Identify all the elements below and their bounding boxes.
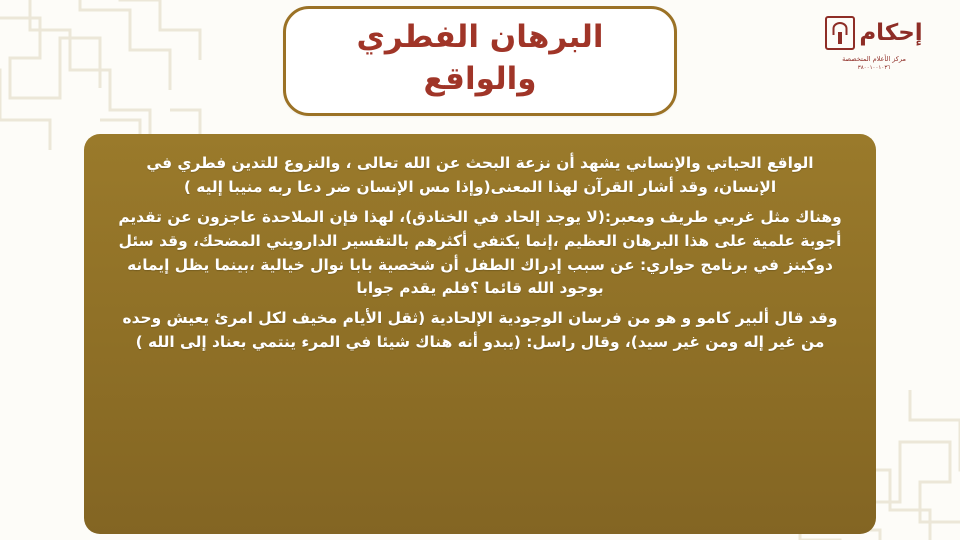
body-paragraph-1: الواقع الحياتي والإنساني يشهد أن نزعة البحث عن الله تعالى ، والنزوع للتدين فطري في الإنسان، وقد أشار القرآن لهذا المعنى(وإذا مس الإنسان ضر دعا ربه منيبا إليه ) (146, 154, 814, 196)
institute-building-icon (825, 16, 855, 50)
slide-title-line-2: والواقع (423, 60, 537, 97)
slide-title-line-1: البرهان الفطري (356, 19, 604, 55)
slide-title-card (283, 6, 677, 116)
body-paragraph-3: وقد قال ألبير كامو و هو من فرسان الوجودية الإلحادية (ثقل الأيام مخيف لكل امرئ يعيش وحده من غير إله ومن غير سيد)، وقال راسل: (يبدو أنه هناك شيئا في المرء ينتمي بعناد إلى الله ) (122, 309, 838, 352)
brand-logo (810, 16, 938, 94)
logo-subtitle: مركز الأعلام المتخصصة (842, 55, 906, 63)
logo-wordmark: إحكام (859, 19, 923, 46)
logo-top-row (810, 16, 938, 50)
logo-subtitle-secondary: ٣٨٠٠١٠٠١٠٣٦ (857, 65, 891, 71)
decorative-pattern-top-left (0, 0, 230, 150)
slide-body-panel (84, 134, 876, 534)
body-paragraph-2: وهناك مثل غربي طريف ومعبر:(لا يوجد إلحاد في الخنادق)، لهذا فإن الملاحدة عاجزون عن تقديم أجوبة علمية على هذا البرهان العظيم ،إنما يكتفي أكثرهم بالتفسير الدارويني المضحك، وقد سئل دوكينز في برنامج حواري: عن سبب إدراك الطفل أن شخصية بابا نوال خيالية ،بينما يظل إيمانه بوجود الله قائما ؟فلم يقدم جوابا (118, 207, 842, 298)
